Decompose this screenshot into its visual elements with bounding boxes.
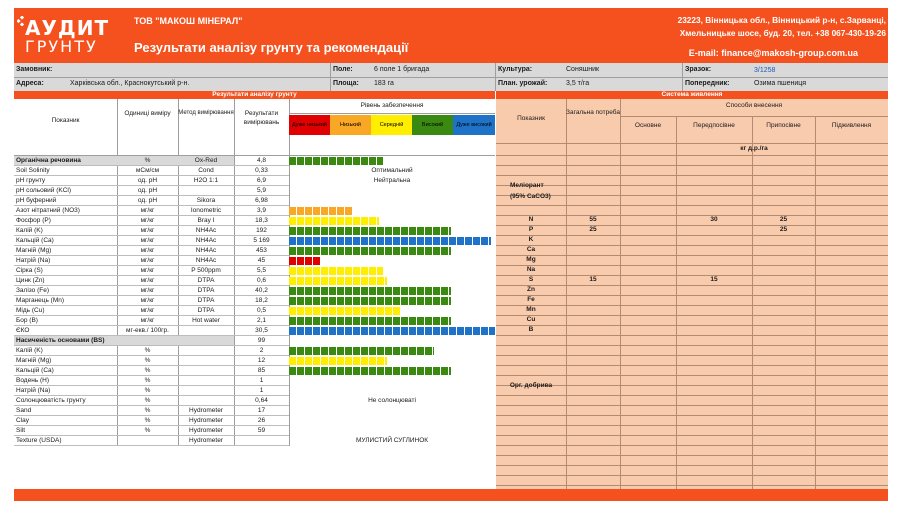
indicator-cell: ЄКО bbox=[16, 327, 30, 334]
method-cell: Hydrometer bbox=[189, 437, 223, 444]
result-cell: 5,5 bbox=[256, 267, 267, 274]
rate-preplant bbox=[676, 265, 752, 275]
unit-cell: мг/кг bbox=[140, 247, 155, 254]
total-need: 15 bbox=[589, 276, 597, 283]
level-bar bbox=[289, 157, 383, 165]
nutrient-name: P bbox=[528, 226, 534, 233]
indicator-cell: Калій (K) bbox=[16, 347, 43, 354]
level-bar bbox=[289, 217, 379, 225]
nutrient-row bbox=[496, 235, 888, 245]
rate-main bbox=[620, 275, 676, 285]
nutrient-name: N bbox=[528, 216, 534, 223]
method-cell: P 500ppm bbox=[191, 267, 221, 274]
result-cell: 2,1 bbox=[256, 317, 267, 324]
table-row bbox=[14, 196, 495, 206]
method-cell: NH4Ac bbox=[195, 227, 217, 234]
company-logo bbox=[17, 12, 127, 60]
indicator-cell: Soil Solinity bbox=[16, 167, 50, 174]
table-row bbox=[14, 166, 495, 176]
field-value: 6 поле 1 бригада bbox=[374, 66, 430, 73]
rate-main bbox=[620, 235, 676, 245]
yield-label: План. урожай: bbox=[498, 80, 548, 87]
report-header bbox=[14, 8, 888, 63]
level-bar bbox=[289, 317, 451, 325]
level-bar bbox=[289, 247, 451, 255]
indicator-cell: Калій (K) bbox=[16, 227, 43, 234]
unit-cell: од. pH bbox=[137, 197, 158, 204]
area-value: 183 га bbox=[374, 80, 394, 87]
rate-at-planting bbox=[752, 285, 815, 295]
total-need: 55 bbox=[589, 216, 597, 223]
level-bar bbox=[289, 227, 451, 235]
rate-at-planting bbox=[752, 245, 815, 255]
result-cell: 0,6 bbox=[256, 277, 267, 284]
table-row bbox=[14, 376, 495, 386]
nutrient-name: B bbox=[528, 326, 534, 333]
method-cell: NH4Ac bbox=[195, 247, 217, 254]
nutrient-name: Fe bbox=[527, 296, 535, 303]
total-need bbox=[566, 315, 620, 325]
level-bar bbox=[289, 207, 353, 215]
indicator-cell: Кальцій (Ca) bbox=[16, 237, 54, 244]
rate-main bbox=[620, 245, 676, 255]
table-row bbox=[14, 346, 495, 356]
result-cell: 2 bbox=[259, 347, 264, 354]
rate-at-planting: 25 bbox=[779, 216, 788, 223]
company-name: ТОВ "МАКОШ МІНЕРАЛ" bbox=[134, 16, 243, 26]
method-main: Основне bbox=[634, 122, 662, 129]
table-row bbox=[14, 386, 495, 396]
rate-preplant bbox=[676, 325, 752, 335]
unit-cell: мг/кг bbox=[140, 257, 155, 264]
indicator-cell: Натрій (Na) bbox=[16, 257, 51, 264]
address-line1: 23223, Вінницька обл., Вінницький р-н, с.Зарванці, bbox=[677, 15, 886, 25]
rate-topdressing bbox=[815, 235, 888, 245]
table-row bbox=[14, 306, 495, 316]
unit-cell: % bbox=[144, 427, 151, 434]
unit-cell: од. pH bbox=[137, 187, 158, 194]
method-cell: Ionometric bbox=[190, 207, 222, 214]
yield-value: 3,5 т/га bbox=[566, 80, 590, 87]
col-total-need: Загальна потреба bbox=[566, 109, 620, 116]
col-indicator-right: Показник bbox=[517, 115, 545, 122]
rate-main bbox=[620, 305, 676, 315]
level-bar bbox=[289, 287, 451, 295]
rate-main bbox=[620, 295, 676, 305]
unit-cell: мг/кг bbox=[140, 297, 155, 304]
unit-cell: мг/кг bbox=[140, 267, 155, 274]
rate-at-planting bbox=[752, 255, 815, 265]
table-row bbox=[14, 356, 495, 366]
indicator-cell: Насиченість основами (BS) bbox=[14, 336, 117, 346]
logo-line2: ГРУНТУ bbox=[25, 37, 98, 56]
table-row bbox=[14, 336, 495, 346]
level-bar bbox=[289, 357, 387, 365]
rate-topdressing bbox=[815, 285, 888, 295]
method-cell: Sikora bbox=[196, 197, 216, 204]
result-cell: 30,5 bbox=[255, 327, 268, 334]
level-header: Рівень забезпечення bbox=[360, 102, 424, 109]
logo-line1: АУДИТ bbox=[25, 16, 110, 40]
unit-cell: % bbox=[144, 367, 151, 374]
unit-cell: % bbox=[117, 156, 178, 166]
method-topdressing: Підживлення bbox=[831, 122, 872, 129]
table-row bbox=[14, 226, 495, 236]
table-row bbox=[14, 276, 495, 286]
nutrient-row bbox=[496, 295, 888, 305]
sample-value: 3/1258 bbox=[754, 67, 776, 74]
indicator-cell: Натрій (Na) bbox=[16, 387, 51, 394]
indicator-cell: Clay bbox=[16, 417, 30, 424]
indicator-cell: Азот нітратний (NO3) bbox=[16, 207, 80, 214]
result-cell: 12 bbox=[257, 357, 266, 364]
unit-cell: % bbox=[144, 407, 151, 414]
result-cell: 0,64 bbox=[255, 397, 268, 404]
col-indicator: Показник bbox=[51, 117, 80, 124]
nutrient-row bbox=[496, 325, 888, 335]
result-cell: 40,2 bbox=[255, 287, 268, 294]
methods-header: Способи внесення bbox=[725, 102, 783, 109]
table-row bbox=[14, 416, 495, 426]
report-footer bbox=[14, 489, 888, 501]
unit-cell: % bbox=[144, 387, 151, 394]
ameliorant-label: Меліорант bbox=[510, 182, 544, 189]
col-units: Одиниці виміру bbox=[124, 110, 171, 117]
indicator-cell: Марганець (Mn) bbox=[16, 297, 65, 304]
level-note: Не солонцюваті bbox=[368, 397, 416, 404]
rate-topdressing bbox=[815, 225, 888, 235]
company-address bbox=[678, 14, 886, 40]
nutrition-system-table bbox=[496, 99, 888, 489]
result-cell: 0,33 bbox=[255, 167, 268, 174]
table-row bbox=[14, 326, 495, 336]
nutrient-row bbox=[496, 275, 888, 285]
sample-info bbox=[14, 63, 888, 91]
crop-value: Соняшник bbox=[566, 66, 600, 73]
table-row bbox=[14, 396, 495, 406]
table-row bbox=[14, 206, 495, 216]
level-bar bbox=[289, 367, 451, 375]
level-bar bbox=[289, 257, 321, 265]
method-cell: NH4Ac bbox=[195, 257, 217, 264]
total-need bbox=[566, 285, 620, 295]
unit-cell: од. pH bbox=[137, 177, 158, 184]
indicator-cell: Органічна речовина bbox=[14, 156, 117, 166]
unit-cell: мг-екв./ 100гр. bbox=[126, 327, 169, 334]
rate-topdressing bbox=[815, 245, 888, 255]
level-bar bbox=[289, 297, 451, 305]
indicator-cell: pH грунту bbox=[16, 177, 46, 184]
rate-at-planting bbox=[752, 275, 815, 285]
rate-preplant bbox=[676, 235, 752, 245]
indicator-cell: Бор (B) bbox=[16, 317, 38, 324]
unit-cell: мг/кг bbox=[140, 207, 155, 214]
table-row bbox=[14, 186, 495, 196]
rate-preplant bbox=[676, 305, 752, 315]
result-cell: 192 bbox=[256, 227, 267, 234]
unit-cell: мг/кг bbox=[140, 237, 155, 244]
level-high: Високий bbox=[412, 115, 453, 135]
nutrient-name: Mn bbox=[526, 306, 536, 313]
result-cell: 18,2 bbox=[255, 297, 268, 304]
result-cell: 453 bbox=[256, 247, 267, 254]
method-cell: Hydrometer bbox=[189, 417, 223, 424]
col-results: Результати вимірювань bbox=[243, 110, 280, 126]
indicator-cell: Залізо (Fe) bbox=[16, 287, 50, 294]
total-need bbox=[566, 255, 620, 265]
method-cell: DTPA bbox=[197, 307, 215, 314]
nutrient-row bbox=[496, 225, 888, 235]
table-row bbox=[14, 256, 495, 266]
level-medium: Середній bbox=[371, 115, 412, 135]
indicator-cell: Солонцюватість грунту bbox=[16, 397, 86, 404]
result-cell: 26 bbox=[257, 417, 266, 424]
rate-at-planting bbox=[752, 305, 815, 315]
indicator-cell: Сірка (S) bbox=[16, 267, 43, 274]
result-cell: 45 bbox=[257, 257, 266, 264]
rate-topdressing bbox=[815, 275, 888, 285]
address-label: Адреса: bbox=[16, 80, 44, 87]
unit-cell: мг/кг bbox=[140, 307, 155, 314]
level-very-high: Дуже високий bbox=[453, 115, 495, 135]
rate-at-planting bbox=[752, 265, 815, 275]
level-bar bbox=[289, 327, 495, 335]
unit-cell: % bbox=[144, 377, 151, 384]
indicator-cell: Sand bbox=[16, 407, 32, 414]
unit-cell: мг/кг bbox=[140, 217, 155, 224]
rate-main bbox=[620, 315, 676, 325]
previous-crop-label: Попередник: bbox=[685, 80, 730, 87]
method-cell: DTPA bbox=[197, 287, 215, 294]
sample-label: Зразок: bbox=[685, 66, 712, 73]
previous-crop-value: Озима пшениця bbox=[754, 80, 807, 87]
rate-main bbox=[620, 325, 676, 335]
rate-topdressing bbox=[815, 315, 888, 325]
level-very-low: Дуже низький bbox=[289, 115, 330, 135]
method-cell: NH4Ac bbox=[195, 237, 217, 244]
rate-topdressing bbox=[815, 265, 888, 275]
nutrient-name: Cu bbox=[526, 316, 536, 323]
method-cell: DTPA bbox=[197, 277, 215, 284]
nutrient-row bbox=[496, 255, 888, 265]
nutrient-name: Na bbox=[526, 266, 536, 273]
address-value: Харківська обл., Краснокутський р-н. bbox=[70, 80, 190, 87]
table-row bbox=[14, 316, 495, 326]
result-cell: 1 bbox=[259, 387, 264, 394]
rate-main bbox=[620, 285, 676, 295]
level-note: Нейтральна bbox=[373, 177, 411, 184]
rate-preplant bbox=[676, 315, 752, 325]
nutrient-row bbox=[496, 305, 888, 315]
rate-at-planting bbox=[752, 325, 815, 335]
table-row bbox=[14, 286, 495, 296]
address-line2: Хмельницьке шосе, буд. 20, тел. +38 067-430-19-26 bbox=[679, 28, 886, 38]
unit-cell: мг/кг bbox=[140, 317, 155, 324]
result-cell: 3,9 bbox=[256, 207, 267, 214]
nutrient-row bbox=[496, 315, 888, 325]
total-need bbox=[566, 245, 620, 255]
company-email[interactable]: E-mail: finance@makosh-group.com.ua bbox=[688, 48, 858, 58]
rate-preplant: 30 bbox=[710, 216, 718, 223]
method-cell: Ox-Red bbox=[178, 156, 234, 166]
result-cell: 6,98 bbox=[255, 197, 268, 204]
indicator-cell: Texture (USDA) bbox=[16, 437, 62, 444]
result-cell: 99 bbox=[257, 337, 266, 344]
nutrient-name: Zn bbox=[527, 286, 535, 293]
rate-topdressing bbox=[815, 295, 888, 305]
rate-preplant bbox=[676, 285, 752, 295]
result-cell: 4,8 bbox=[256, 157, 267, 164]
unit-cell: % bbox=[144, 397, 151, 404]
rate-at-planting bbox=[752, 315, 815, 325]
result-cell: 59 bbox=[257, 427, 266, 434]
rate-preplant: 15 bbox=[710, 276, 718, 283]
table-row bbox=[14, 296, 495, 306]
ameliorant-formula: (95% CaCO3) bbox=[510, 193, 551, 200]
nutrient-name: S bbox=[528, 276, 534, 283]
indicator-cell: Цинк (Zn) bbox=[16, 277, 45, 284]
rate-topdressing bbox=[815, 215, 888, 225]
rate-at-planting bbox=[752, 235, 815, 245]
soil-results-band: Результати аналізу грунту bbox=[14, 91, 495, 99]
method-cell: H2O 1:1 bbox=[193, 177, 219, 184]
indicator-cell: pH буферний bbox=[16, 197, 57, 204]
rate-main bbox=[620, 225, 676, 235]
result-cell: 1 bbox=[259, 377, 264, 384]
organic-fertilizers-label: Орг. добрива bbox=[509, 382, 553, 389]
rate-at-planting: 25 bbox=[779, 226, 788, 233]
method-cell: Hot water bbox=[192, 317, 220, 324]
total-need: 25 bbox=[589, 226, 597, 233]
table-row bbox=[14, 156, 495, 166]
document-title: Результати аналізу грунту та рекомендації bbox=[134, 40, 409, 55]
customer-label: Замовник: bbox=[16, 66, 53, 73]
result-cell: 5,9 bbox=[256, 187, 267, 194]
result-cell: 5 169 bbox=[253, 237, 270, 244]
rate-preplant bbox=[676, 225, 752, 235]
method-cell: Hydrometer bbox=[189, 427, 223, 434]
table-row bbox=[14, 406, 495, 416]
level-bar bbox=[289, 237, 491, 245]
table-row bbox=[14, 246, 495, 256]
table-row bbox=[14, 436, 495, 446]
method-at-planting: Припосівне bbox=[766, 122, 801, 129]
level-note: Оптимальний bbox=[371, 167, 413, 174]
rate-topdressing bbox=[815, 255, 888, 265]
method-cell: Bray I bbox=[197, 217, 215, 224]
unit-row: кг д.р./га bbox=[740, 145, 768, 152]
total-need bbox=[566, 325, 620, 335]
crop-label: Культура: bbox=[498, 66, 533, 73]
table-row bbox=[14, 426, 495, 436]
level-low: Низький bbox=[330, 115, 371, 135]
result-cell: 0,5 bbox=[256, 307, 267, 314]
unit-cell: мг/кг bbox=[140, 277, 155, 284]
indicator-cell: Фосфор (P) bbox=[16, 217, 51, 224]
table-row bbox=[14, 216, 495, 226]
rate-main bbox=[620, 215, 676, 225]
method-cell: Hydrometer bbox=[189, 407, 223, 414]
rate-topdressing bbox=[815, 325, 888, 335]
result-cell: 18,3 bbox=[255, 217, 268, 224]
nutrient-row bbox=[496, 265, 888, 275]
nutrient-row bbox=[496, 285, 888, 295]
nutrition-system-band: Система живлення bbox=[496, 91, 888, 99]
result-cell: 85 bbox=[257, 367, 266, 374]
rate-preplant bbox=[676, 255, 752, 265]
unit-cell: % bbox=[144, 347, 151, 354]
unit-cell: % bbox=[144, 357, 151, 364]
nutrient-row bbox=[496, 215, 888, 225]
result-cell: 17 bbox=[257, 407, 266, 414]
rate-topdressing bbox=[815, 305, 888, 315]
method-preplant: Передпосівне bbox=[693, 122, 735, 129]
indicator-cell: Silt bbox=[16, 427, 26, 434]
level-bar bbox=[289, 277, 387, 285]
table-row bbox=[14, 266, 495, 276]
nutrient-name: K bbox=[528, 236, 534, 243]
nutrient-name: Mg bbox=[526, 256, 536, 263]
col-method: Метод вимірювання bbox=[178, 110, 234, 116]
unit-cell: мг/кг bbox=[140, 287, 155, 294]
method-cell: Cond bbox=[198, 167, 214, 174]
indicator-cell: pH сольовий (KCl) bbox=[16, 187, 72, 194]
rate-at-planting bbox=[752, 295, 815, 305]
level-bar bbox=[289, 267, 383, 275]
unit-cell: мг/кг bbox=[140, 227, 155, 234]
area-label: Площа: bbox=[333, 80, 359, 87]
level-note: МУЛИСТИЙ СУГЛИНОК bbox=[355, 437, 429, 444]
nutrient-row bbox=[496, 245, 888, 255]
table-row bbox=[14, 366, 495, 376]
level-bar bbox=[289, 307, 400, 315]
total-need bbox=[566, 305, 620, 315]
method-cell: DTPA bbox=[197, 297, 215, 304]
rate-preplant bbox=[676, 245, 752, 255]
unit-cell: % bbox=[144, 417, 151, 424]
indicator-cell: Водень (H) bbox=[16, 377, 50, 384]
unit-cell: мСм/см bbox=[135, 167, 160, 174]
soil-results-table bbox=[14, 99, 495, 489]
total-need bbox=[566, 235, 620, 245]
indicator-cell: Магній (Mg) bbox=[16, 247, 52, 254]
table-row bbox=[14, 176, 495, 186]
indicator-cell: Мідь (Cu) bbox=[16, 307, 45, 314]
total-need bbox=[566, 295, 620, 305]
total-need bbox=[566, 265, 620, 275]
field-label: Поле: bbox=[333, 66, 353, 73]
indicator-cell: Кальцій (Ca) bbox=[16, 367, 54, 374]
result-cell: 6,9 bbox=[256, 177, 267, 184]
table-row bbox=[14, 236, 495, 246]
level-bar bbox=[289, 347, 434, 355]
nutrient-name: Ca bbox=[526, 246, 536, 253]
rate-main bbox=[620, 255, 676, 265]
indicator-cell: Магній (Mg) bbox=[16, 357, 52, 364]
rate-preplant bbox=[676, 295, 752, 305]
rate-main bbox=[620, 265, 676, 275]
